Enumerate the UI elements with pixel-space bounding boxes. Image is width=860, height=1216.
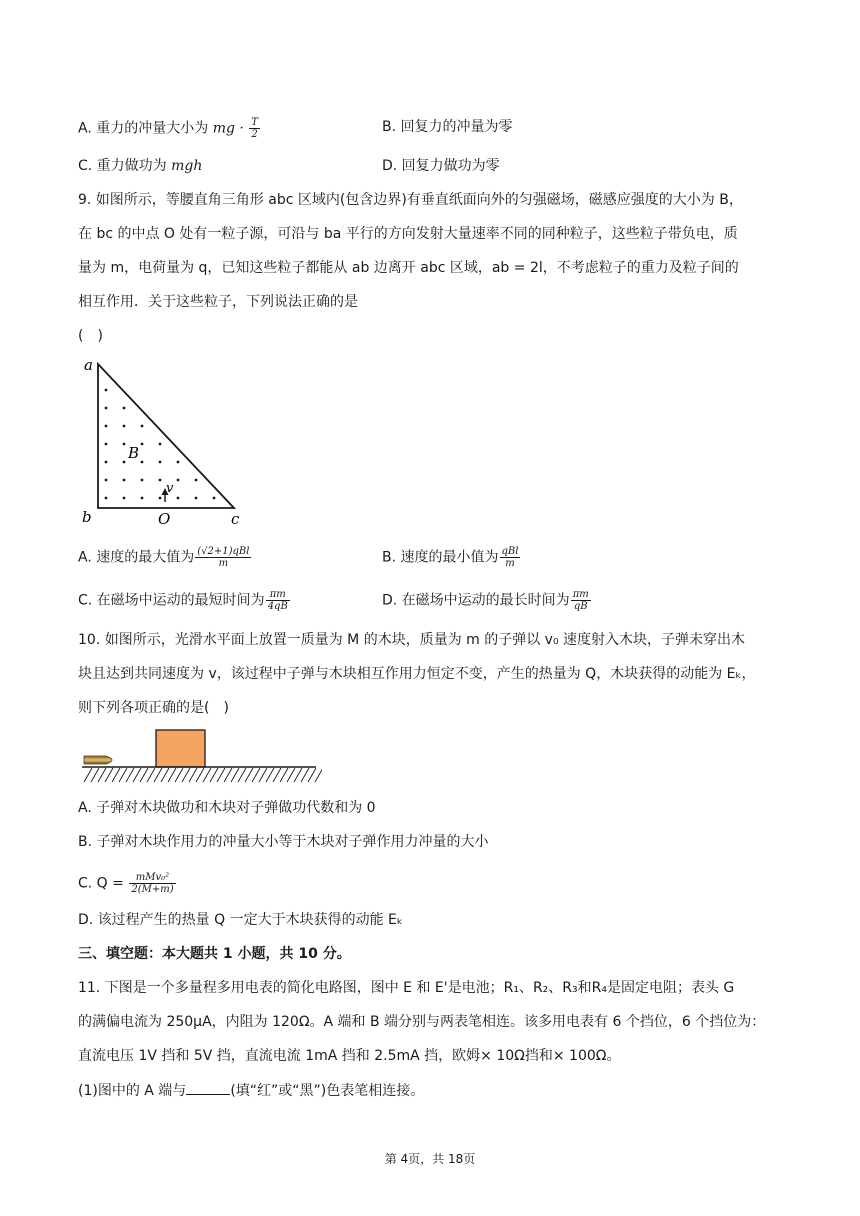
hatch-line (119, 768, 127, 782)
hatch-line (231, 768, 239, 782)
hatch-line (168, 768, 176, 782)
section-heading: 三、填空题：本大题共 1 小题，共 10 分。 (78, 946, 351, 962)
field-dot (123, 461, 126, 464)
field-dot (105, 461, 108, 464)
field-dot (195, 497, 198, 500)
hatch-line (245, 768, 253, 782)
hatch-line (280, 768, 288, 782)
q10-option-b: B. 子弹对木块作用力的冲量大小等于木块对子弹作用力冲量的大小 (78, 834, 489, 850)
q9-stem-line4: 相互作用．关于这些粒子，下列说法正确的是 (78, 294, 358, 310)
hatch-line (196, 768, 204, 782)
field-dot (105, 479, 108, 482)
field-dot (105, 389, 108, 392)
q10-stem-line3: 则下列各项正确的是( ) (78, 700, 229, 716)
q11-stem-line1: 11. 下图是一个多量程多用电表的简化电路图，图中 E 和 E'是电池；R₁、R₂、R₃和R₄是固定电阻；表头 G (78, 980, 735, 996)
hatch-line (224, 768, 232, 782)
answer-blank[interactable] (186, 1080, 230, 1095)
hatch-line (140, 768, 148, 782)
magnetic-field-dots (105, 389, 216, 500)
hatch-line (210, 768, 218, 782)
hatch-line (182, 768, 190, 782)
q9-answer-paren: ( ) (78, 328, 103, 344)
q8-option-d: D. 回复力做功为零 (382, 158, 500, 174)
hatch-line (84, 768, 92, 782)
hatch-line (203, 768, 211, 782)
q10-bullet-block-figure (78, 724, 322, 788)
label-B: B (128, 444, 140, 462)
hatch-line (98, 768, 106, 782)
hatch-line (287, 768, 295, 782)
hatch-line (294, 768, 302, 782)
q11-stem-line3: 直流电压 1V 挡和 5V 挡，直流电流 1mA 挡和 2.5mA 挡，欧姆× 10Ω挡和× 100Ω。 (78, 1048, 621, 1064)
field-dot (141, 479, 144, 482)
field-dot (159, 497, 162, 500)
q10-option-d: D. 该过程产生的热量 Q 一定大于木块获得的动能 Eₖ (78, 912, 403, 928)
q9-stem-line1: 9. 如图所示，等腰直角三角形 abc 区域内(包含边界)有垂直纸面向外的匀强磁场，磁感应强度的大小为 B， (78, 192, 743, 208)
hatch-line (217, 768, 225, 782)
q9-option-b-fraction: $\frac{\text{qBl}}{m}$ (501, 546, 519, 569)
q10-stem-line2: 块且达到共同速度为 v，该过程中子弹与木块相互作用力恒定不变，产生的热量为 Q，木块获得的动能为 Eₖ， (78, 666, 756, 682)
field-dot (123, 425, 126, 428)
hatch-line (308, 768, 316, 782)
field-dot (105, 443, 108, 446)
q11-part1: (1)图中的 A 端与 (填“红”或“黑”)色表笔相连接。 (78, 1080, 424, 1101)
field-dot (141, 461, 144, 464)
wooden-block (156, 730, 205, 767)
page-footer: 第 4页，共 18页 (384, 1152, 476, 1166)
field-dot (123, 497, 126, 500)
q11-stem-line2: 的满偏电流为 250μA，内阻为 120Ω。A 端和 B 端分别与两表笔相连。该多用电表有 6 个挡位，6 个挡位为： (78, 1014, 766, 1030)
bullet (84, 756, 112, 764)
hatch-line (161, 768, 169, 782)
field-dot (159, 461, 162, 464)
hatch-line (189, 768, 197, 782)
label-c: c (231, 510, 240, 528)
field-dot (141, 443, 144, 446)
q8-option-c: C. 重力做功为 mgh (78, 158, 203, 174)
q9-option-b: B. 速度的最小值为 $\frac{\text{qBl}}{m}$ (382, 546, 519, 569)
field-dot (159, 443, 162, 446)
q10-option-c-fraction: $\frac{\text{mMv₀²}}{2(M+m)}$ (131, 872, 174, 895)
hatch-line (252, 768, 260, 782)
label-a: a (84, 356, 93, 374)
field-dot (123, 443, 126, 446)
q9-stem-line3: 量为 m，电荷量为 q，已知这些粒子都能从 ab 边离开 abc 区域，ab = 2l，不考虑粒子的重力及粒子间的 (78, 260, 739, 276)
hatch-line (259, 768, 267, 782)
q10-stem-line1: 10. 如图所示，光滑水平面上放置一质量为 M 的木块，质量为 m 的子弹以 v₀ 速度射入木块，子弹未穿出木 (78, 632, 746, 648)
q10-option-c: C. Q = $\frac{\text{mMv₀²}}{2(M+m)}$ (78, 872, 174, 895)
q9-option-c-fraction: $\frac{\pi m}{4qB}$ (267, 589, 288, 612)
hatch-line (91, 768, 99, 782)
ground-hatching (84, 768, 322, 782)
q8-option-b: B. 回复力的冲量为零 (382, 119, 513, 135)
field-dot (141, 425, 144, 428)
hatch-line (315, 768, 322, 782)
q9-option-d: D. 在磁场中运动的最长时间为 $\frac{\pi m}{qB}$ (382, 589, 589, 612)
q9-option-a-fraction: $\frac{\text{(√2+1)qBl}}{m}$ (197, 546, 250, 569)
hatch-line (147, 768, 155, 782)
label-b: b (82, 508, 92, 526)
field-dot (177, 479, 180, 482)
q9-triangle-figure (78, 352, 258, 530)
q8-option-a-fraction: $\frac{T}{2}$ (251, 117, 258, 140)
hatch-line (154, 768, 162, 782)
label-v: v (166, 481, 174, 496)
field-dot (105, 497, 108, 500)
hatch-line (133, 768, 141, 782)
q9-option-d-fraction: $\frac{\pi m}{qB}$ (572, 589, 589, 612)
hatch-line (175, 768, 183, 782)
field-dot (123, 407, 126, 410)
q9-stem-line2: 在 bc 的中点 O 处有一粒子源，可沿与 ba 平行的方向发射大量速率不同的同种粒子，这些粒子带负电，质 (78, 226, 738, 242)
q9-option-c: C. 在磁场中运动的最短时间为 $\frac{\pi m}{4qB}$ (78, 589, 288, 612)
hatch-line (238, 768, 246, 782)
field-dot (213, 497, 216, 500)
hatch-line (273, 768, 281, 782)
label-O: O (158, 510, 171, 528)
field-dot (105, 425, 108, 428)
q9-option-a: A. 速度的最大值为 $\frac{\text{(√2+1)qBl}}{m}$ (78, 546, 250, 569)
hatch-line (105, 768, 113, 782)
q8-option-a-text: A. 重力的冲量大小为 (78, 120, 209, 137)
field-dot (177, 497, 180, 500)
field-dot (123, 479, 126, 482)
field-dot (105, 407, 108, 410)
q8-option-a-math: mg · (212, 120, 244, 137)
hatch-line (301, 768, 309, 782)
field-dot (141, 497, 144, 500)
field-dot (195, 479, 198, 482)
hatch-line (112, 768, 120, 782)
field-dot (177, 461, 180, 464)
hatch-line (126, 768, 134, 782)
q8-option-a (78, 117, 261, 140)
q10-option-a: A. 子弹对木块做功和木块对子弹做功代数和为 0 (78, 800, 376, 816)
field-dot (159, 479, 162, 482)
hatch-line (266, 768, 274, 782)
